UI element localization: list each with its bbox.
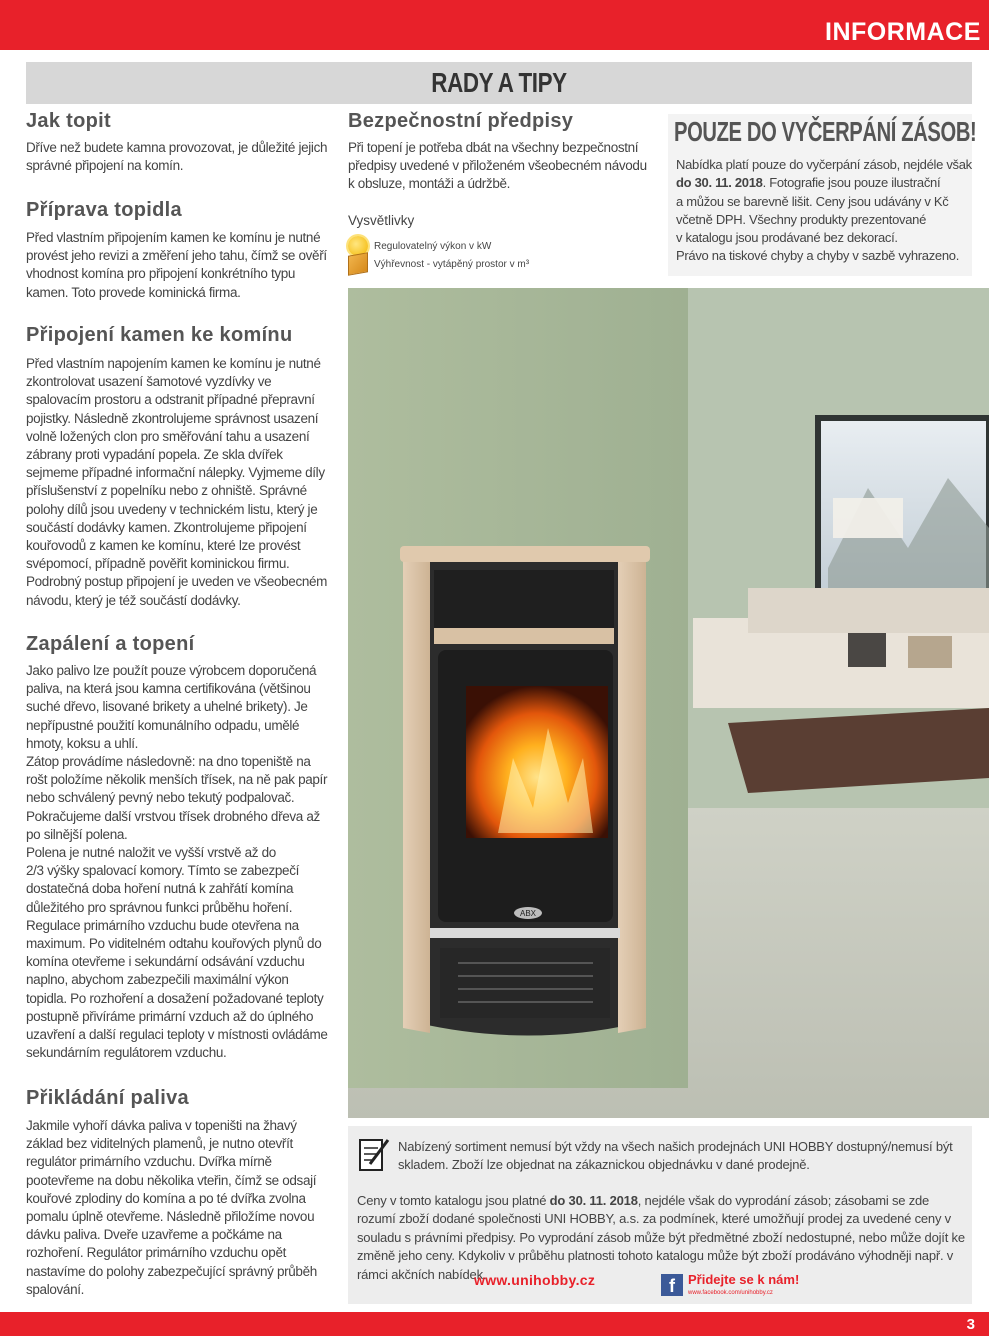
left-section-3-line: postupně přivíráme primární vzduch až do úplného bbox=[26, 1008, 314, 1024]
left-section-2-line: svépomocí, případně pověřit kominickou firmu. bbox=[26, 556, 290, 572]
left-section-0-line: správné připojení na komín. bbox=[26, 158, 184, 174]
left-section-3-line: po silnější polena. bbox=[26, 826, 128, 842]
info-line-1: Nabízený sortiment nemusí být vždy na všech našich prodejnách UNI HOBBY dostupný/nemusí být bbox=[398, 1139, 953, 1154]
heading-zapaleni: Zapálení a topení bbox=[26, 633, 195, 655]
left-section-3-line: rošt položíme několik menších třísek, na ně pak papír bbox=[26, 772, 328, 788]
text-zapaleni bbox=[26, 662, 336, 1062]
left-section-3-line: naplno, abychom zabezpečili maximální výkon bbox=[26, 972, 289, 988]
section-tab: INFORMACE bbox=[815, 14, 989, 50]
heading-bezpecnost: Bezpečnostní předpisy bbox=[348, 110, 574, 132]
promo-line-3: a můžou se barevně lišit. Ceny jsou udávány v Kč bbox=[676, 193, 949, 209]
bottom-red-bar bbox=[0, 1312, 989, 1336]
info-line-2: skladem. Zboží lze objednat na zákaznickou objednávku v dané prodejně. bbox=[398, 1157, 810, 1172]
stove-scene bbox=[348, 288, 989, 1118]
left-section-3-line: paliva, na která jsou kamna certifikována (většinou bbox=[26, 681, 311, 697]
left-section-3-line: Zátop provádíme následovně: na dno topeniště na bbox=[26, 754, 311, 770]
heading-jak-topit: Jak topit bbox=[26, 110, 111, 132]
promo-title: POUZE DO VYČERPÁNÍ ZÁSOB! bbox=[674, 116, 977, 147]
info-prices-text bbox=[357, 1192, 969, 1284]
left-section-4-line: rozhoření. Regulátor primárního vzduchu opět bbox=[26, 1245, 287, 1261]
left-section-3-line: uzavření a další regulaci teploty v místnosti ovládáme bbox=[26, 1027, 328, 1043]
stove-photo bbox=[348, 288, 989, 1118]
heading-pripojeni: Připojení kamen ke komínu bbox=[26, 324, 293, 346]
promo-line-1: Nabídka platí pouze do vyčerpání zásob, nejdéle však bbox=[676, 157, 972, 172]
left-section-4-line: Jakmile vyhoří dávka paliva v topeništi na žhavý bbox=[26, 1118, 297, 1133]
left-section-3-line: maximum. Po viditelném odtahu kouřových plynů do bbox=[26, 936, 322, 952]
notepad-pen-icon bbox=[354, 1134, 390, 1176]
promo-line-6: Právo na tiskové chyby a chyby v sazbě vyhrazeno. bbox=[676, 248, 960, 264]
left-section-2-line: kouřovodů z kamen ke komínu, které lze provést bbox=[26, 538, 301, 554]
left-section-3-line: topidla. Po rozhoření a dosažení požadované teploty bbox=[26, 990, 324, 1006]
text-jak-topit bbox=[26, 139, 336, 175]
left-section-3-line: Polena je nutné naložit ve vyšší vrstvě až do bbox=[26, 845, 276, 861]
left-section-2-line: zábrany proti vypadání popela. Ze skla dvířek bbox=[26, 447, 283, 463]
left-section-2-line: polohy dílů jsou uvedeny v technickém listu, který je bbox=[26, 501, 318, 517]
info-prices-a: Ceny v tomto katalogu jsou platné bbox=[357, 1193, 550, 1208]
section-banner bbox=[26, 62, 972, 104]
left-section-3-line: Pokračujeme další vrstvou třísek drobného dřeva až bbox=[26, 808, 320, 824]
promo-line-4: včetně DPH. Všechny produkty prezentované bbox=[676, 211, 927, 227]
left-section-1-line: vhodnost komína pro připojení konkrétního typu bbox=[26, 266, 296, 282]
website-link[interactable]: www.unihobby.cz bbox=[474, 1272, 596, 1288]
left-section-2-line: součástí dodávky kamen. Zkontrolujeme připojení bbox=[26, 519, 307, 535]
left-section-4-line: pootevřeme na dobu několika vteřin, čímž se odsají bbox=[26, 1172, 317, 1188]
promo-date: do 30. 11. 2018 bbox=[676, 175, 763, 191]
left-section-2-line: spalovacím prostoru a odstranit případné přepravní bbox=[26, 392, 315, 408]
left-section-3-line: Jako palivo lze použít pouze výrobcem doporučená bbox=[26, 663, 317, 678]
text-priprava-topidla bbox=[26, 229, 336, 302]
left-section-3-line: 2/3 výšky spalovací komory. Tímto se zabezpečí bbox=[26, 863, 300, 879]
legend-title: Vysvětlivky bbox=[348, 213, 415, 228]
left-section-3-line: nebo schválený pevný nebo tekutý podpalovač. bbox=[26, 790, 295, 806]
left-section-2-line: pojistky. Následně zkontrolujeme správnost usazení bbox=[26, 410, 319, 426]
promo-line-2: . Fotografie jsou pouze ilustrační bbox=[762, 175, 941, 191]
legend-text-heat: Výhřevnost - vytápěný prostor v m³ bbox=[374, 258, 530, 270]
left-section-4-line: dávku paliva. Dveře uzavřeme a počkáme na bbox=[26, 1227, 282, 1243]
banner-title: RADY A TIPY bbox=[431, 67, 567, 98]
left-section-3-line: suché dřevo, lisované brikety a uhelné brikety). Je bbox=[26, 699, 308, 715]
page-number: 3 bbox=[966, 1316, 975, 1333]
left-section-2-line: návodu, který je též součástí dodávky. bbox=[26, 592, 241, 608]
safety-line: Při topení je potřeba dbát na všechny bezpečnostní bbox=[348, 140, 639, 155]
left-section-3-line: nepřípustné použití komunálního odpadu, umělé bbox=[26, 717, 300, 733]
left-section-0-line: Dříve než budete kamna provozovat, je důležité jejich bbox=[26, 140, 328, 155]
left-section-1-line: Před vlastním připojením kamen ke komínu je nutné bbox=[26, 230, 321, 245]
left-section-4-line: regulátor primárního vzduchu. Dvířka mírně bbox=[26, 1154, 272, 1170]
info-availability-text bbox=[398, 1138, 968, 1174]
text-pripojeni bbox=[26, 355, 336, 610]
left-section-4-line: základ bez viditelných plamenů, je nutno otevřít bbox=[26, 1136, 293, 1152]
left-section-2-line: Před vlastním napojením kamen ke komínu je nutné bbox=[26, 356, 321, 371]
facebook-icon[interactable]: f bbox=[661, 1274, 683, 1296]
left-section-1-line: provést jeho revizi a změření jeho tahu, čímž se ověří bbox=[26, 248, 327, 264]
left-section-3-line: důležitého pro správnou funkci průběhu hoření. bbox=[26, 899, 293, 915]
left-section-4-line: pomalu úplně otevřeme. Následně přiložíme novou bbox=[26, 1209, 315, 1225]
left-section-2-line: Podrobný postup připojení je uveden ve všeobecném bbox=[26, 574, 328, 590]
left-section-3-line: komína otevřeme i sekundární odsávání vzduchu bbox=[26, 954, 305, 970]
text-prikladani bbox=[26, 1117, 336, 1299]
top-red-bar bbox=[0, 0, 989, 50]
heading-prikladani: Přikládání paliva bbox=[26, 1087, 189, 1109]
left-section-4-line: nastavíme do polohy zabezpečující správný průběh bbox=[26, 1263, 317, 1279]
left-section-2-line: zkontrolovat usazení šamotové vyzdívky ve bbox=[26, 374, 272, 390]
legend-text-power: Regulovatelný výkon v kW bbox=[374, 240, 492, 252]
safety-line: předpisy uvedené v přiloženém všeobecném návodu bbox=[348, 158, 647, 174]
info-prices-date: do 30. 11. 2018 bbox=[549, 1193, 638, 1208]
left-section-3-line: Regulace primárního vzduchu bude otevřena na bbox=[26, 917, 299, 933]
left-section-4-line: spalování. bbox=[26, 1281, 85, 1297]
safety-line: k obsluze, montáži a údržbě. bbox=[348, 176, 511, 192]
info-box bbox=[348, 1126, 972, 1304]
left-section-3-line: hmoty, koksu a uhlí. bbox=[26, 735, 139, 751]
left-section-3-line: dostatečná doba hoření nutná k zahřátí komína bbox=[26, 881, 294, 897]
left-section-1-line: kamen. Toto provede kominická firma. bbox=[26, 284, 241, 300]
left-section-2-line: volně ložených clon pro směřování tahu a usazení bbox=[26, 428, 310, 444]
facebook-join-link[interactable]: Přidejte se k nám! bbox=[688, 1272, 800, 1287]
info-prices-b: , nejdéle však do vyprodání zásob; zásobami se zde rozumí zboží dodané společnosti UNI HOBBY, a.s. za podmínek, které umožňují prodej za uvedené ceny v souladu s právními předpisy. Po vyprodání zásob může být předmětné zboží nedostupné, nebo může dojít ke změně jeho ceny. Kdykoliv v průběhu platnosti tohoto katalogu může být zboží prodáváno výhodněji např. v rámci akčních nabídek. bbox=[357, 1193, 965, 1282]
legend-item-heat bbox=[348, 255, 529, 273]
left-section-4-line: kouřové zplodiny do komína a po té dvířka zvolna bbox=[26, 1190, 306, 1206]
left-section-3-line: sekundárním regulátorem vzduchu. bbox=[26, 1045, 227, 1061]
left-section-2-line: příslušenství z popelníku nebo z ohniště. Správné bbox=[26, 483, 307, 499]
stove-logo: ABX bbox=[519, 909, 537, 918]
facebook-url[interactable]: www.facebook.com/unihobby.cz bbox=[688, 1290, 773, 1296]
promo-box bbox=[668, 114, 977, 276]
text-bezpecnost bbox=[348, 139, 658, 194]
heading-priprava-topidla: Příprava topidla bbox=[26, 199, 182, 221]
legend-item-power bbox=[348, 237, 491, 255]
left-section-2-line: sejmeme případné informační nálepky. Vyjmeme díly bbox=[26, 465, 325, 481]
box-icon bbox=[348, 252, 368, 276]
promo-line-5: v katalogu jsou prodávané bez dekorací. bbox=[676, 230, 898, 246]
promo-text bbox=[676, 156, 972, 266]
